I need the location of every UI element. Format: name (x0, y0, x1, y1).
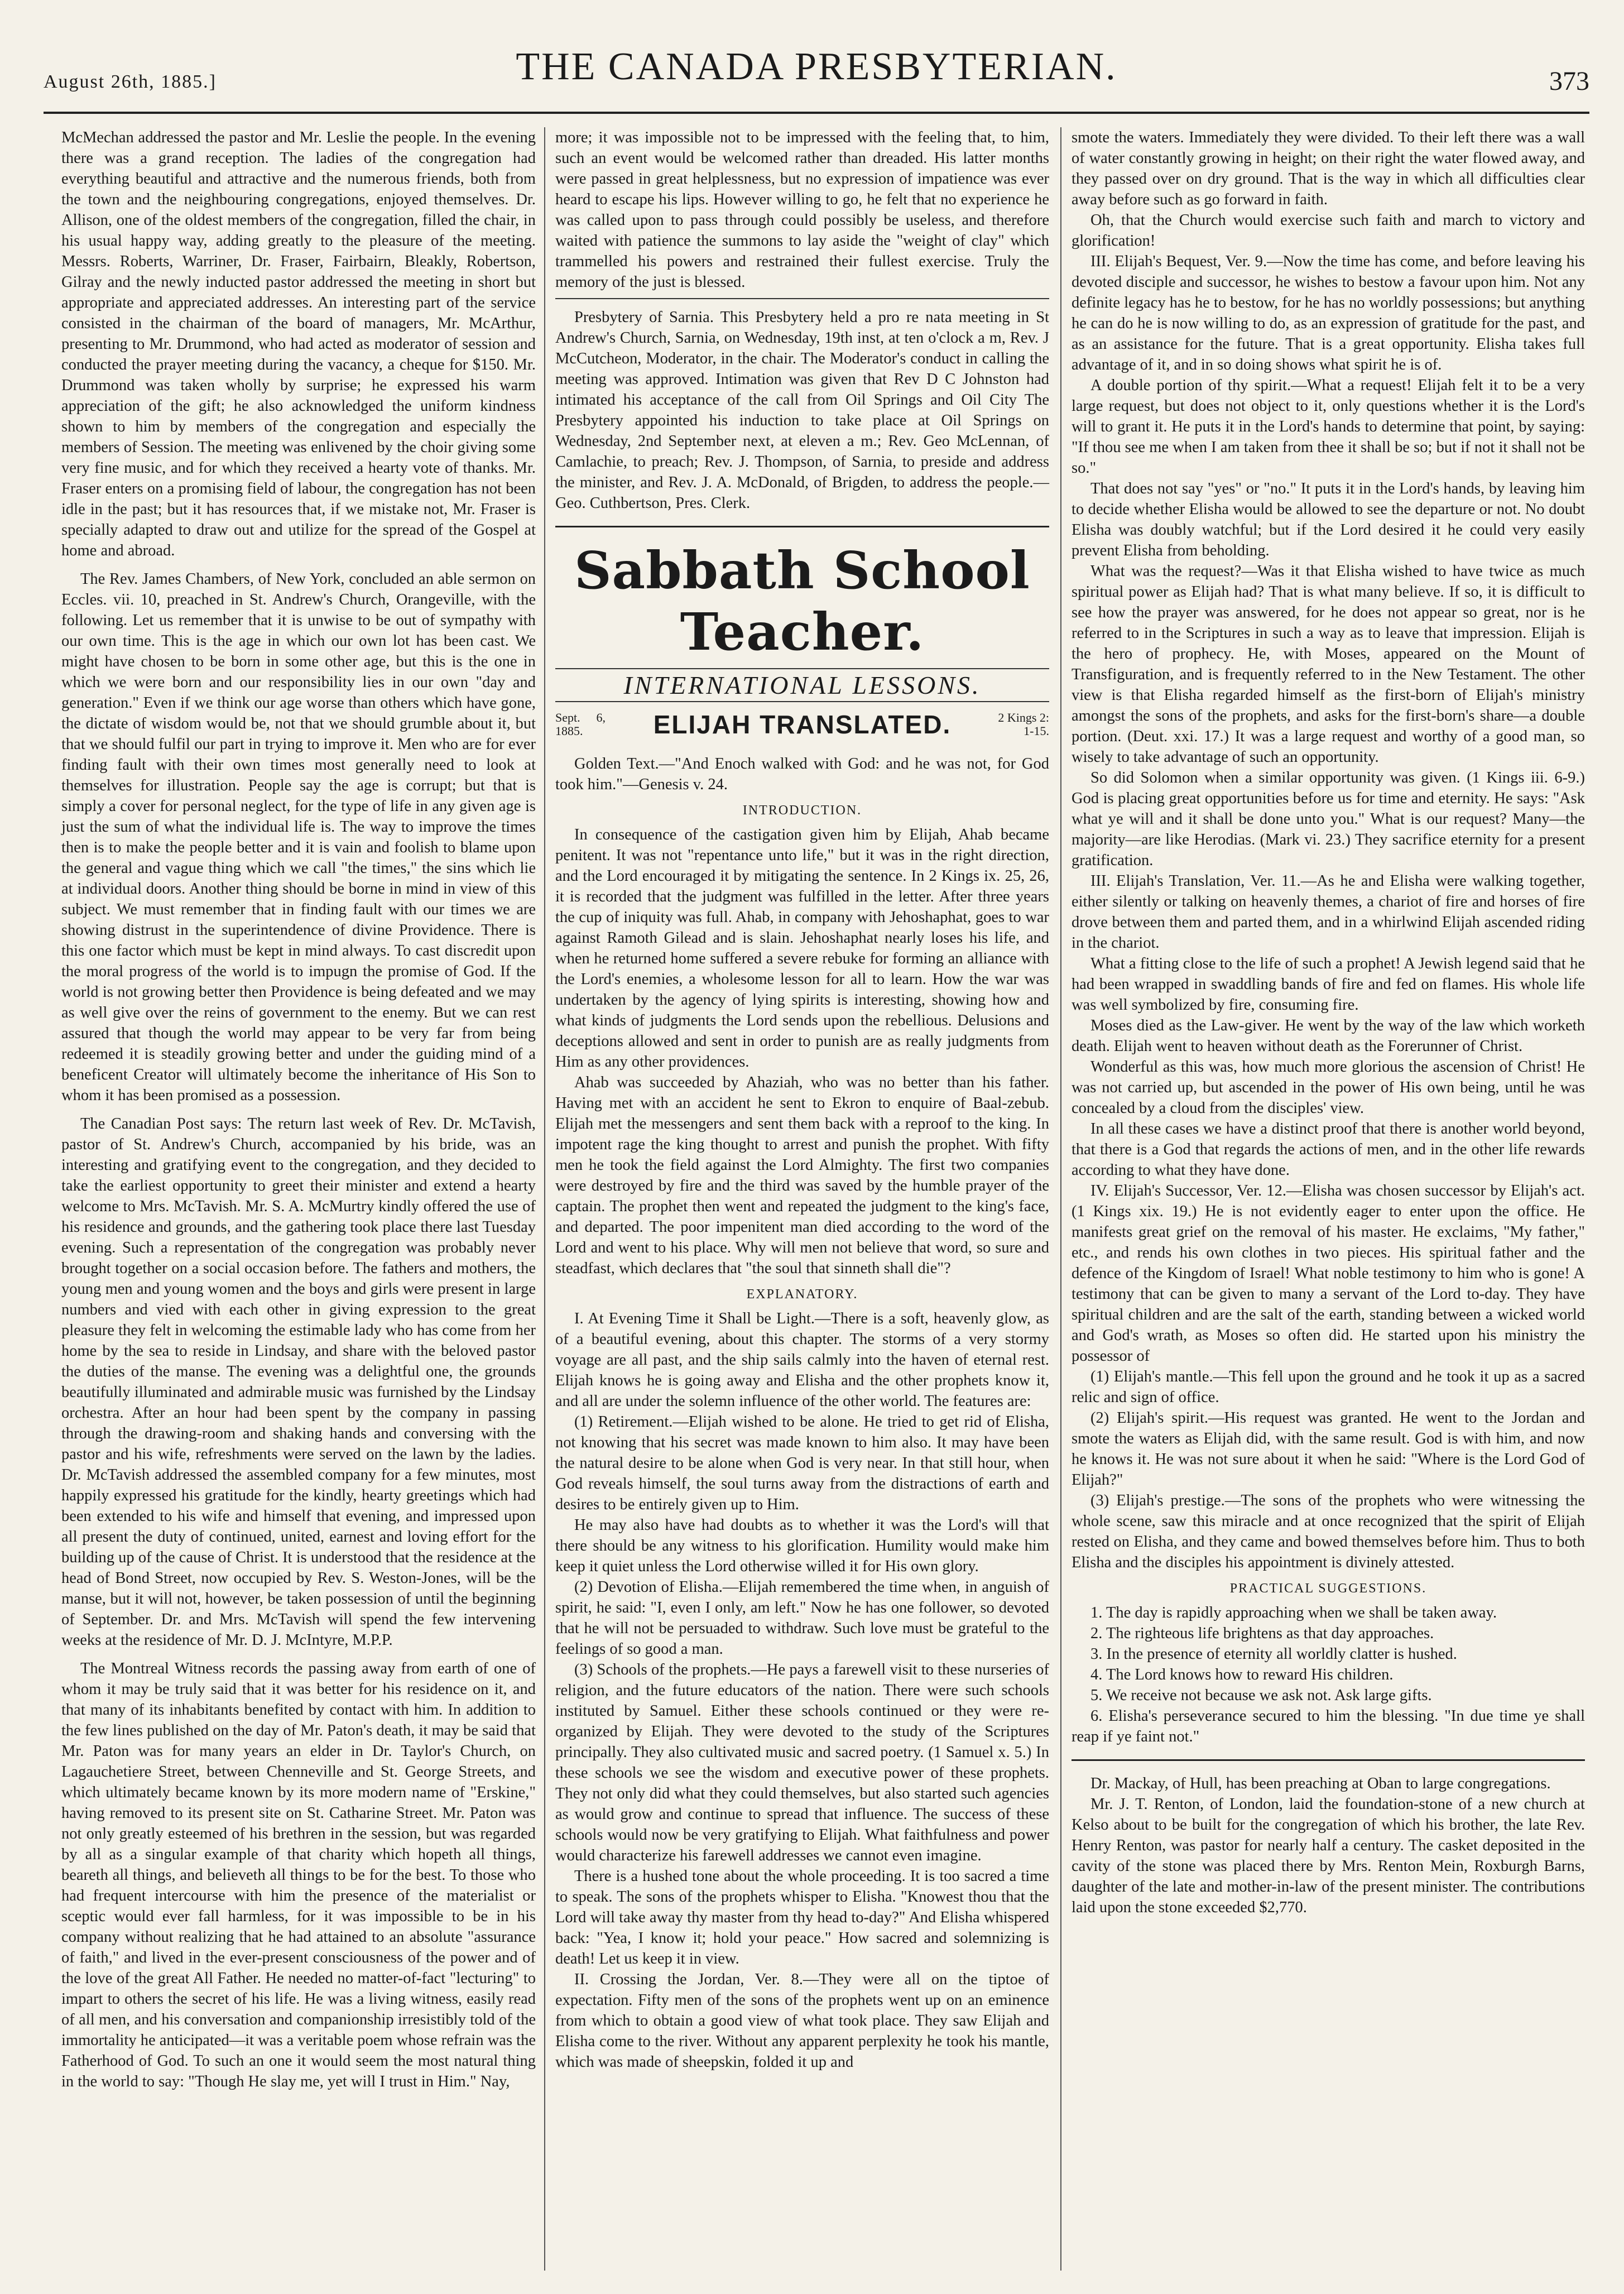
lesson-reference: 2 Kings 2: 1-15. (998, 711, 1049, 738)
practical-item: 1. The day is rapidly approaching when we shall be taken away. (1090, 1604, 1497, 1621)
golden-text: Golden Text.—"And Enoch walked with God: and he was not, for God took him."—Genesis v. 24. (555, 755, 1049, 793)
lesson-paragraph: (3) Elijah's prestige.—The sons of the prophets who were witnessing the whole scene, saw this miracle and at once recognized that the spirit of Elijah rested on Elisha, and they came and bowed themselves before him. Thus to both Elisha and the disciples his appointment is divinely attested. (1072, 1492, 1585, 1571)
lesson-paragraph: (3) Schools of the prophets.—He pays a farewell visit to these nurseries of religion, and the future educators of the nation. There were such schools instituted by Samuel. Either these schools continued or they were re-organized by Elijah. They were devoted to the study of the Scriptures principally. They also cultivated music and sacred poetry. (1 Samuel x. 5.) In these schools we see the wisdom and executive power of these prophets. They not only did what they could themselves, but also started such agencies as would grow and continue to spread that influence. The success of these schools would now be very gratifying to Elijah. What faithfulness and power would characterize his farewell addresses we cannot even imagine. (555, 1661, 1049, 1864)
column-1 (61, 127, 536, 2092)
lesson-paragraph: IV. Elijah's Successor, Ver. 12.—Elisha was chosen successor by Elijah's act. (1 Kings xix. 19.) He is not evidently eager to enter upon the office. He manifests great grief on the removal of his master. He exclaims, "My father," etc., and rends his own clothes in two pieces. His spiritual father and the defence of the Kingdom of Israel! What noble testimony to him who is gone! A testimony that can be given to many a servant of the Lord to-day. They have spiritual children and are the salt of the earth, standing between a wicked world and God's wrath, as Moses so often did. He started upon his ministry the possessor of (1072, 1182, 1585, 1365)
article-paragraph: more; it was impossible not to be impressed with the feeling that, to him, such an event would be welcomed rather than dreaded. His latter months were passed in great helplessness, but no expression of impatience was ever heard to escape his lips. However willing to go, he felt that no experience he was called upon to pass through could possibly be useless, and therefore waited with patience the summons to lay aside the "weight of clay" which trammelled his powers and restrained their fullest exercise. Truly the memory of the just is blessed. (555, 129, 1049, 291)
lesson-paragraph: II. Crossing the Jordan, Ver. 8.—They were all on the tiptoe of expectation. Fifty men of the sons of the prophets went up on an eminence from which to obtain a good view of what took place. They saw Elijah and Elisha come to the river. Without any apparent perplexity he took his mantle, which was made of sheepskin, folded it up and (555, 1971, 1049, 2071)
introduction-heading: INTRODUCTION. (742, 803, 862, 818)
article-paragraph: McMechan addressed the pastor and Mr. Leslie the people. In the evening there was a grand reception. The ladies of the congregation had everything beautiful and attractive and the numerous friends, both from the town and the neighbouring congregations, enjoyed themselves. Dr. Allison, one of the oldest members of the congregation, filled the chair, in his usual happy way, adding greatly to the pleasure of the meeting. Messrs. Roberts, Warriner, Dr. Fraser, Fairbairn, Bleakly, Robertson, Gilray and the newly inducted pastor addressed the meeting in short but appropriate and appreciated addresses. An interesting part of the service consisted in the chairman of the board of managers, Mr. McArthur, presenting to Mr. Drummond, who had acted as moderator of session and conducted the prayer meeting during the vacancy, a cheque for $150. Mr. Drummond was taken wholly by surprise; he expressed his warm appreciation of the gift; he also acknowledged the uniform kindness shown to him by members of the congregation and especially the members of Session. The meeting was enlivened by the choir giving some very fine music, and for which they received a hearty vote of thanks. Mr. Fraser enters on a promising field of labour, the congregation has not been idle in the past; but it has resources that, if we mistake not, Mr. Fraser is specially adapted to draw out and utilize for the spread of the Gospel at home and abroad. (61, 129, 536, 559)
lesson-paragraph: Moses died as the Law-giver. He went by the way of the law which worketh death. Elijah went to heaven without death as the Forerunner of Christ. (1072, 1017, 1585, 1055)
article-paragraph: The Canadian Post says: The return last week of Rev. Dr. McTavish, pastor of St. Andrew's Church, accompanied by his bride, was an interesting and gratifying event to the congregation, and they decided to take the earliest opportunity to greet their minister and extend a hearty welcome to Mrs. McTavish. Mr. S. A. McMurtry kindly offered the use of his residence and grounds, and the gathering took place there last Tuesday evening. Such a representation of the congregation was probably never brought together on a social occasion before. The fathers and mothers, the young men and young women and the boys and girls were present in large numbers and vied with each other in giving expression to the great pleasure they felt in welcoming the estimable lady who has come from her home by the sea to reside in Lindsay, and share with the beloved pastor the duties of the manse. The evening was a delightful one, the grounds beautifully illuminated and admirable music was furnished by the Lindsay orchestra. After an hour had been spent by the company in passing through the drawing-room and shaking hands and conversing with the pastor and his wife, refreshments were served on the lawn by the ladies. Dr. McTavish addressed the assembled company for a few minutes, most happily expressed his gratitude for the kindly, hearty greetings which had been extended to his wife and himself that evening, and impressed upon all present the duty of continued, united, earnest and loving effort for the building up of the cause of Christ. It is understood that the residence at the head of Bond Street, now occupied by Rev. S. Weston-Jones, will be the manse, but it will not, however, be taken possession of until the beginning of September. Dr. and Mrs. McTavish will spend the few intervening weeks at the residence of Mr. D. J. McIntyre, M.P.P. (61, 1115, 536, 1649)
lesson-paragraph: (2) Devotion of Elisha.—Elijah remembered the time when, in anguish of spirit, he said: "I, even I only, am left." Now he has one follower, so devoted that he will not be persuaded to withdraw. Such love must be grateful to the feelings of so good a man. (555, 1578, 1049, 1658)
presbytery-notice: Presbytery of Sarnia. This Presbytery held a pro re nata meeting in St Andrew's Church, Sarnia, on Wednesday, 19th inst, at ten o'clock a m, Rev. J McCutcheon, Moderator, in the chair. The Moderator's conduct in calling the meeting was approved. Intimation was given that Rev D C Johnston had intimated his acceptance of the call from Oil Springs and Oil City The Presbytery appointed his induction to take place at Oil Springs on Wednesday, 2nd September next, at eleven a m.; Rev. Geo McLennan, of Camlachie, to preach; Rev. J. Thompson, of Sarnia, to preside and address the minister, and Rev. J. A. McDonald, of Brigden, to address the people.—Geo. Cuthbertson, Pres. Clerk. (555, 309, 1049, 512)
lesson-paragraph: III. Elijah's Bequest, Ver. 9.—Now the time has come, and before leaving his devoted disciple and successor, he wishes to bestow a favour upon him. Not any definite legacy has he to bestow, for he has no worldly possessions; but anything he can do he is now willing to do, as an expression of gratitude for the past, and as an assistance for the future. That is a great opportunity. Elisha takes full advantage of it, and in so doing shows what spirit he is of. (1072, 253, 1585, 373)
practical-heading: PRACTICAL SUGGESTIONS. (1229, 1581, 1427, 1596)
practical-item: 5. We receive not because we ask not. Ask large gifts. (1090, 1687, 1432, 1704)
lesson-paragraph: Oh, that the Church would exercise such faith and march to victory and glorification! (1072, 212, 1585, 249)
section-divider (555, 526, 1049, 527)
section-title: Sabbath School Teacher. (574, 540, 1030, 662)
section-divider (555, 668, 1049, 669)
news-item: Dr. Mackay, of Hull, has been preaching at Oban to large congregations. (1090, 1775, 1551, 1792)
lesson-title: ELIJAH TRANSLATED. (653, 710, 952, 739)
section-subtitle: INTERNATIONAL LESSONS. (623, 671, 981, 699)
section-divider (1072, 1759, 1585, 1761)
lesson-paragraph: In consequence of the castigation given him by Elijah, Ahab became penitent. It was not "repentance unto life," but it was in the right direction, and the Lord encouraged it by mitigating the sentence. In 2 Kings ix. 25, 26, it is recorded that the judgment was fulfilled in the letter. After three years the cup of iniquity was full. Ahab, in company with Jehoshaphat, goes to war against Ramoth Gilead and is slain. Jehoshaphat nearly loses his life, and when he returned home suffered a severe rebuke for forming an alliance with the Lord's enemies, a wholesome lesson for all to learn. How the war was undertaken by the agency of lying spirits is interesting, showing how and what kinds of judgments the Lord sends upon the rebellious. Delusions and deceptions allowed and sent in order to punish are as really judgments from Him as any other providences. (555, 826, 1049, 1071)
practical-item: 4. The Lord knows how to reward His children. (1090, 1666, 1394, 1683)
practical-item: 3. In the presence of eternity all worldly clatter is hushed. (1090, 1645, 1457, 1663)
lesson-paragraph: That does not say "yes" or "no." It puts it in the Lord's hands, by leaving him to decide whether Elisha would be allowed to see the departure or not. No doubt Elisha was doubly watchful; but if the Lord desired it he could very easily prevent Elisha from beholding. (1072, 480, 1585, 559)
practical-item: 2. The righteous life brightens as that day approaches. (1090, 1625, 1434, 1642)
article-paragraph: The Montreal Witness records the passing away from earth of one of whom it may be truly said that it was better for his residence on it, and that many of its inhabitants benefited by contact with him. In addition to the few lines published on the day of Mr. Paton's death, it may be said that Mr. Paton was for many years an elder in Dr. Taylor's Church, on Lagauchetiere Street, between Chenneville and St. George Streets, and which ultimately became known by its more modern name of "Erskine," having removed to its present site on St. Catharine Street. Mr. Paton was not only greatly esteemed of his brethren in the session, but was regarded by all as a singular example of that charity which hopeth all things, beareth all things, and believeth all things to be for the best. To those who had frequent intercourse with him the presence of the materialist or sceptic would ever fall harmless, for it was impossible to be in his company without realizing that he had attained to an absolute "assurance of faith," and lived in the ever-present consciousness of the power and of the love of the great All Father. He needed no matter-of-fact "lecturing" to impart to others the secret of his life. He was a living witness, easily read of all men, and his conversation and companionship irresistibly told of the immortality he anticipated—it was a veritable poem whose refrain was the Fatherhood of God. To such an one it would seem the most natural thing in the world to say: "Though He slay me, yet will I trust in Him." Nay, (61, 1660, 536, 2090)
lesson-date: Sept. 6, 1885. (555, 711, 606, 738)
column-rule-2 (1060, 127, 1061, 2271)
lesson-paragraph: Wonderful as this was, how much more glorious the ascension of Christ! He was not carried up, but ascended in the power of His own being, until he was concealed by a cloud from the disciples' view. (1072, 1058, 1585, 1117)
lesson-paragraph: He may also have had doubts as to whether it was the Lord's will that there should be any witness to his glorification. Humility would make him keep it quiet unless the Lord otherwise willed it for His own glory. (555, 1516, 1049, 1575)
column-3 (1072, 127, 1585, 1918)
lesson-paragraph: So did Solomon when a similar opportunity was given. (1 Kings iii. 6-9.) God is placing great opportunities before us for time and eternity. He says: "Ask what ye will and it shall be done unto you." What is our request? Many—the majority—are like Herodias. (Mark vi. 23.) They sacrifice eternity for a present gratification. (1072, 769, 1585, 869)
lesson-paragraph: (2) Elijah's spirit.—His request was granted. He went to the Jordan and smote the waters as Elijah did, with the same result. God is with him, and now he knows it. He was not sure about it when he said: "Where is the Lord God of Elijah?" (1072, 1409, 1585, 1489)
lesson-paragraph: (1) Retirement.—Elijah wished to be alone. He tried to get rid of Elisha, not knowing that his secret was made known to him also. It may have been the natural desire to be alone when God is very near. In that still hour, when God reveals himself, the soul turns away from the distractions of earth and desires to be entirely given up to Him. (555, 1413, 1049, 1513)
newspaper-title: THE CANADA PRESBYTERIAN. (516, 45, 1117, 88)
lesson-paragraph: smote the waters. Immediately they were divided. To their left there was a wall of water constantly growing in height; on their right the water flowed away, and they passed over on dry ground. That is the way in which all difficulties clear away before such as go forward in faith. (1072, 129, 1585, 208)
lesson-paragraph: (1) Elijah's mantle.—This fell upon the ground and he took it up as a sacred relic and sign of office. (1072, 1368, 1585, 1406)
section-divider (555, 701, 1049, 702)
practical-item: 6. Elisha's perseverance secured to him the blessing. "In due time ye shall reap if ye faint not." (1072, 1707, 1585, 1745)
lesson-paragraph: III. Elijah's Translation, Ver. 11.—As he and Elisha were walking together, either silently or talking on heavenly themes, a chariot of fire and horses of fire drove between them and parted them, and in a whirlwind Elijah ascended riding in the chariot. (1072, 872, 1585, 952)
explanatory-heading: EXPLANATORY. (746, 1287, 858, 1302)
lesson-paragraph: What was the request?—Was it that Elisha wished to have twice as much spiritual power as Elijah had? That is what many believe. If so, it is difficult to see how the prayer was answered, for he does not appear so great, nor is he referred to in the Scriptures in such a way as to leave that impression. Elijah is the hero of prophecy. He, with Moses, appeared on the Mount of Transfiguration, and is frequently referred to in the New Testament. The other view is that Elisha regarded himself as the first-born of Elijah's ministry amongst the sons of the prophets, and asks for the first-born's share—a double portion. (Deut. xxi. 17.) It was a large request and worthy of a good man, so wisely to take advantage of such an opportunity. (1072, 563, 1585, 766)
lesson-paragraph: What a fitting close to the life of such a prophet! A Jewish legend said that he had been wrapped in swaddling bands of fire and fed on flames. His whole life was well symbolized by fire, consuming fire. (1072, 955, 1585, 1014)
lesson-paragraph: A double portion of thy spirit.—What a request! Elijah felt it to be a very large request, but does not object to it, only questions whether it is the Lord's will to grant it. He puts it in the Lord's hands to determine that point, by saying: "If thou see me when I am taken from thee it shall be so; but if not it shall not be so." (1072, 377, 1585, 477)
issue-date: August 26th, 1885.] (44, 71, 217, 92)
lesson-paragraph: I. At Evening Time it Shall be Light.—There is a soft, heavenly glow, as of a beautiful evening, about this chapter. The storms of a very stormy voyage are all past, and the ship sails calmly into the haven of eternal rest. Elijah knows he is going away and Elisha and the other prophets know it, and all are under the solemn influence of the other world. The features are: (555, 1310, 1049, 1410)
page-header (44, 39, 1589, 106)
lesson-paragraph: Ahab was succeeded by Ahaziah, who was no better than his father. Having met with an accident he sent to Ekron to enquire of Baal-zebub. Elijah met the messengers and sent them back with a reproof to the king. In impotent rage the king thought to arrest and punish the prophet. With fifty men he took the field against the Lord Almighty. The first two companies were destroyed by fire and the third was saved by the humble prayer of the captain. The prophet then went and repeated the judgment to the king's face, and departed. The poor impenitent man died according to the word of the Lord and went to his place. Why will men not believe that word, so sure and steadfast, which declares that "the soul that sinneth shall die"? (555, 1074, 1049, 1277)
lesson-paragraph: There is a hushed tone about the whole proceeding. It is too sacred a time to speak. The sons of the prophets whisper to Elisha. "Knowest thou that the Lord will take away thy master from thy head to-day?" And Elisha whispered back: "Yea, I know it; hold your peace." How sacred and solemnizing is death! Let us keep it in view. (555, 1868, 1049, 1967)
lesson-paragraph: In all these cases we have a distinct proof that there is another world beyond, that there is a God that regards the actions of men, and in the other life rewards according to what they have done. (1072, 1120, 1585, 1179)
column-rule-1 (544, 127, 545, 2271)
page-number: 373 (1549, 66, 1589, 96)
article-paragraph: The Rev. James Chambers, of New York, concluded an able sermon on Eccles. vii. 10, preached in St. Andrew's Church, Orangeville, with the following. Let us remember that it is unwise to be out of sympathy with our own time. This is the age in which our own lot has been cast. We might have chosen to be born in some other age, but this is the one in which we were born and our responsibility lies in our own "day and generation." Even if we think our age worse than others which have gone, the dictate of wisdom would be, not that we should grumble about it, but that we should fulfil our part in trying to improve it. Men who are for ever finding fault with their own times most generally need to look at themselves for illustration. People say the age is corrupt; but that is simply a cover for personal neglect, for the type of life in any given age is just the sum of what the individual life is. The way to improve the times then is to make the people better and it is vain and foolish to blame upon the general and vague thing which we call "the times," the sins which lie at individual doors. Another thing should be borne in mind in view of this subject. We must remember that in finding fault with our times we are showing distrust in the superintendence of divine Providence. There is this one factor which must be kept in mind always. To cast discredit upon the moral progress of the world is to impugn the promise of God. If the world is not growing better then Providence is being defeated and we may as well give over the reins of government to the enemy. But we can rest assured that though the world may appear to be very far from being redeemed it is steadily growing better and under the guiding mind of a beneficent Creator will ultimately become the inheritance of His Son to whom it has been promised as a possession. (61, 570, 536, 1104)
column-2 (555, 127, 1049, 2072)
news-item: Mr. J. T. Renton, of London, laid the foundation-stone of a new church at Kelso about to be built for the congregation of which his brother, the late Rev. Henry Renton, was pastor for nearly half a century. The casket deposited in the cavity of the stone was placed there by Mrs. Renton Mein, Roxburgh Barns, daughter of the late and mother-in-law of the present minister. The contributions laid upon the stone exceeded $2,770. (1072, 1796, 1585, 1916)
section-divider (555, 298, 1049, 299)
lesson-heading (555, 708, 1049, 750)
header-rule (44, 112, 1589, 114)
